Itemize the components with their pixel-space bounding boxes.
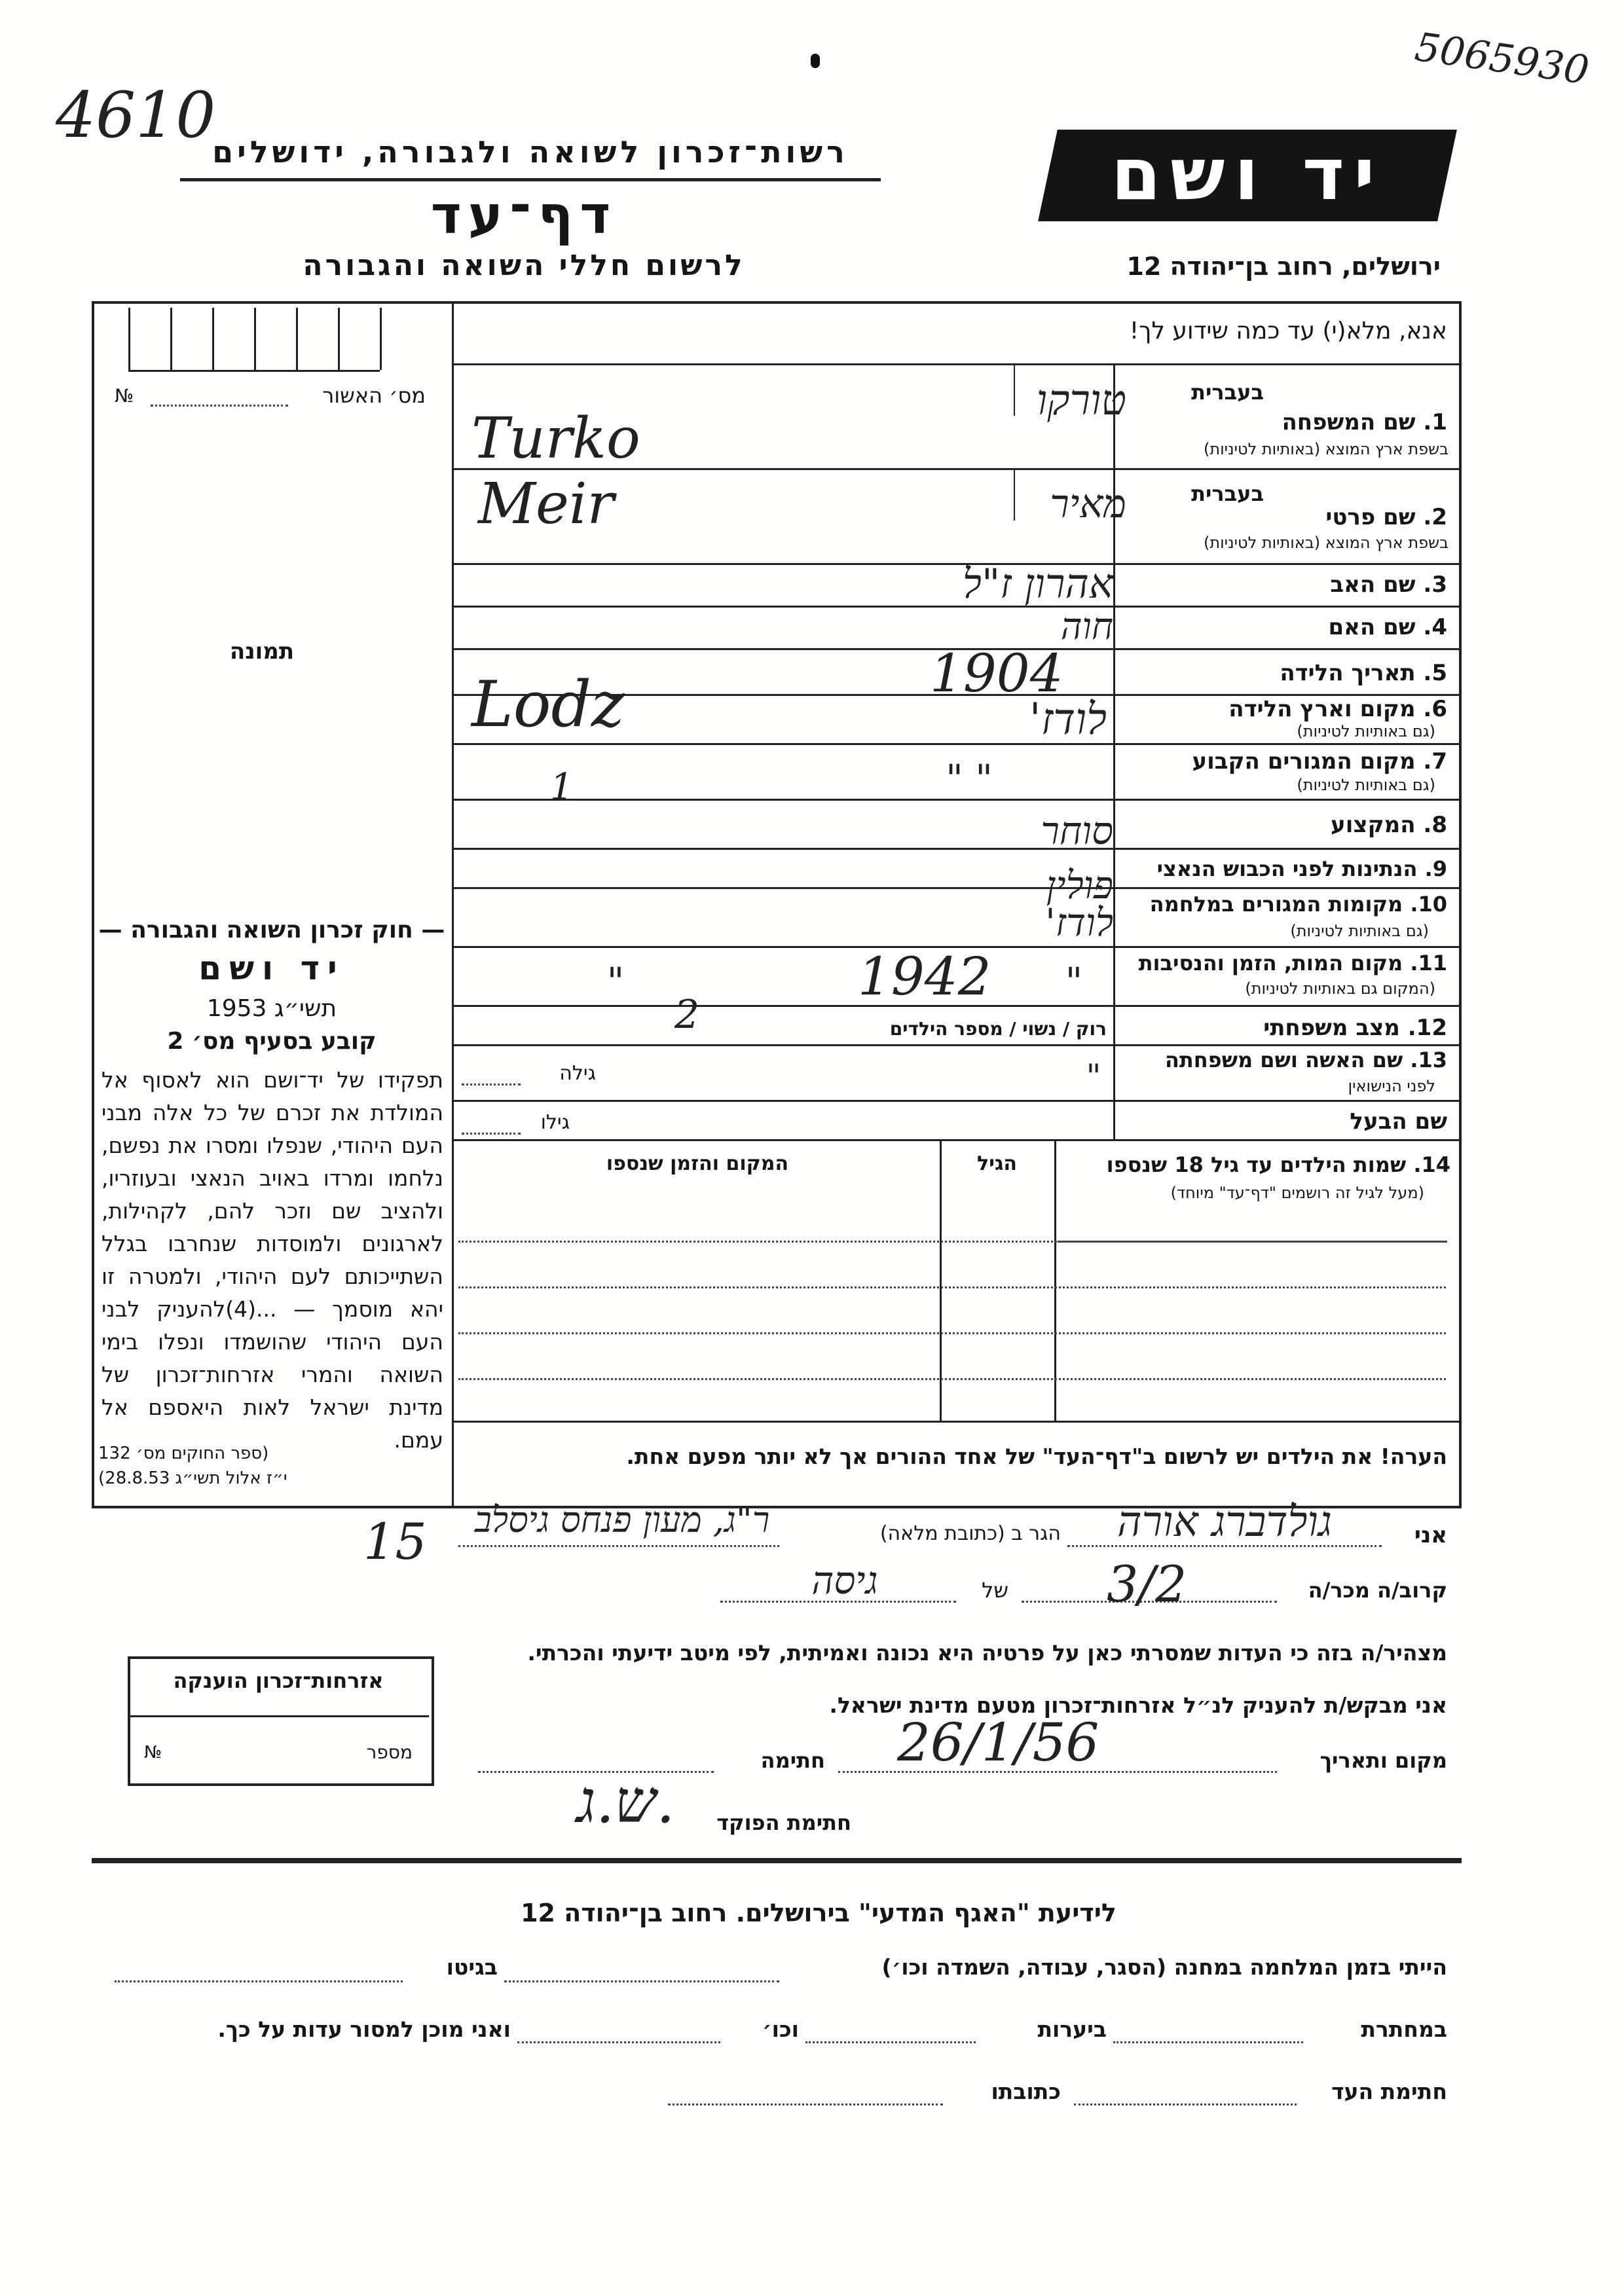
- wife-mark[interactable]: ": [1086, 1057, 1101, 1095]
- field-5-text: תאריך הלידה: [1280, 660, 1416, 686]
- underground-line[interactable]: [1113, 2041, 1303, 2043]
- residence-mark: 1: [550, 766, 574, 809]
- field-4-label: [1126, 614, 1447, 640]
- field-2-text: שם פרטי: [1325, 504, 1416, 530]
- field-12-label: [1126, 1015, 1447, 1041]
- field-8-num: 8.: [1423, 812, 1447, 838]
- left-panel-divider: [452, 301, 454, 1506]
- field-10-text: מקומות המגורים במלחמה: [1149, 892, 1403, 917]
- camp-line[interactable]: [504, 1980, 779, 1982]
- field-3-text: שם האב: [1330, 572, 1416, 598]
- approval-number-label: מס׳ האשור: [322, 383, 426, 408]
- footer-separator: [92, 1858, 1462, 1863]
- wife-age-line[interactable]: [462, 1084, 521, 1085]
- authority-underline: [180, 178, 881, 181]
- field-4-text: שם האם: [1328, 614, 1416, 640]
- marital-options: רוק / נשוי / מספר הילדים: [889, 1018, 1107, 1040]
- relation-number[interactable]: 3/2: [1107, 1555, 1187, 1613]
- law-body: תפקידו של יד־ושם הוא לאסוף אל המולדת את זכרם של כל אלה מבני העם היהודי, שנפלו ומסרו את נפשם, נלחמו ומרדו באויב הנאצי ובעוזריו, ולהציב שם וזכר להם, לקהילות, לארגונים ולמוסדות שנחרבו בגלל השתייכותם לעם היהודי, ולמטרה זו יהא מוסמך — ...(4)להעניק לבני העם היהודי שהושמדו ונפלו בימי השואה והמרי אזרחות־זכרון של מדינת ישראל לאות היאספם אל עמם.: [101, 1067, 443, 1453]
- children-age-col: הגיל: [977, 1152, 1017, 1175]
- children-title-text: שמות הילדים עד גיל 18 שנספו: [1106, 1152, 1407, 1177]
- field-2-label: [1126, 504, 1447, 530]
- first-name-latin[interactable]: Meir: [478, 471, 614, 537]
- relation[interactable]: גיסה: [811, 1558, 878, 1603]
- official-label: חתימת הפוקד: [716, 1810, 851, 1835]
- pre-war-circumstances[interactable]: פולין: [1046, 863, 1113, 907]
- husband-label: שם הבעל: [1350, 1108, 1447, 1135]
- field-13-label: [1116, 1048, 1447, 1072]
- field-3-num: 3.: [1423, 572, 1447, 598]
- field-7-num: 7.: [1423, 748, 1447, 774]
- declarant-address-number[interactable]: 15: [363, 1512, 427, 1571]
- field-7-sub: (גם באותיות לטיניות): [1297, 776, 1435, 794]
- field-9-text: הנתינות לפני הכבוש הנאצי: [1156, 856, 1418, 881]
- birth-year[interactable]: 1904: [930, 643, 1063, 704]
- outer-top-border: [92, 301, 1460, 304]
- declarant-address-line[interactable]: [458, 1545, 779, 1547]
- children-bottom: [452, 1421, 1459, 1423]
- hebrew-label-1: בעברית: [1191, 380, 1264, 405]
- field-13-sub: לפני הנישואין: [1348, 1077, 1435, 1095]
- field-2-sub: בשפת ארץ המוצא (באותיות לטיניות): [1204, 534, 1449, 552]
- field-6-sub: (גם באותיות לטיניות): [1297, 722, 1435, 740]
- field-10-label: [1116, 892, 1447, 917]
- field-11-label: [1116, 951, 1447, 975]
- citizenship-box-divider: [130, 1715, 429, 1717]
- field-6-num: 6.: [1423, 696, 1447, 722]
- logo-text: יד ושם: [1111, 132, 1384, 216]
- authority-line: רשות־זכרון לשואה ולגבורה, ידושלים: [212, 134, 849, 170]
- approval-number-line[interactable]: [151, 405, 288, 407]
- husband-age-label: גילו: [540, 1111, 570, 1134]
- law-title: — חוק זכרון השואה והגבורה —: [98, 917, 445, 943]
- children-num: 14.: [1413, 1152, 1450, 1177]
- field-13-num: 13.: [1410, 1048, 1447, 1072]
- field-8-label: [1126, 812, 1447, 838]
- declarant-address[interactable]: ר"ג, מעון פנחס גיסלב: [474, 1499, 770, 1540]
- field-2-num: 2.: [1423, 504, 1447, 530]
- field-9-num: 9.: [1424, 856, 1447, 881]
- field-6-text: מקום וארץ הלידה: [1228, 696, 1416, 722]
- photo-label: תמונה: [229, 638, 295, 665]
- field-11-sub: (המקום גם באותיות לטיניות): [1245, 979, 1435, 998]
- declaration-i: אני: [1414, 1522, 1447, 1548]
- request: אני מבקש/ת להעניק לנ״ל אזרחות־זכרון מטעם מדינת ישראל.: [829, 1692, 1447, 1718]
- witness-signature-line[interactable]: [1074, 2104, 1297, 2105]
- top-left-number: 4610: [56, 79, 216, 152]
- field-5-label: [1126, 660, 1447, 686]
- field-1-num: 1.: [1423, 409, 1447, 435]
- death-ditto-2[interactable]: ": [606, 959, 625, 1004]
- family-name-hebrew[interactable]: טורקו: [1036, 376, 1126, 425]
- outer-left-border: [92, 301, 94, 1506]
- law-logo: יד ושם: [198, 949, 345, 987]
- punch-mark: [811, 54, 820, 68]
- residing-label: הגר ב (כתובת מלאה): [879, 1522, 1061, 1545]
- death-ditto-1[interactable]: ": [1065, 959, 1083, 1004]
- footer-line1: הייתי בזמן המלחמה במחנה (הסגר, עבודה, השמדה וכו׳): [881, 1954, 1447, 1980]
- father-name[interactable]: אהרון ז"ל: [962, 560, 1113, 608]
- official-signature[interactable]: ש.ג.: [576, 1768, 675, 1836]
- children-count[interactable]: 2: [674, 992, 700, 1038]
- field-1-label: [1126, 409, 1447, 435]
- footer-ghetto: בגיטו: [446, 1954, 498, 1980]
- death-year[interactable]: 1942: [858, 946, 991, 1007]
- field-6-label: [1126, 696, 1447, 722]
- footer-title: לידיעת "האגף המדעי" בירושלים. רחוב בן־יהודה 12: [521, 1899, 1116, 1927]
- profession[interactable]: סוחר: [1041, 809, 1113, 853]
- form-subtitle: לרשום חללי השואה והגבורה: [303, 249, 745, 282]
- approval-number-suffix: №: [115, 385, 134, 407]
- law-section: קובע בסעיף מס׳ 2: [167, 1028, 377, 1055]
- hebrew-label-2: בעברית: [1191, 481, 1264, 506]
- law-citation-date: י״ז אלול תשי״ג 28.8.53): [98, 1468, 287, 1488]
- outer-right-border: [1459, 301, 1462, 1506]
- field-4-num: 4.: [1423, 614, 1447, 640]
- children-place-col: המקום והזמן שנספו: [606, 1152, 789, 1175]
- field-12-num: 12.: [1407, 1015, 1447, 1041]
- note: הערה! את הילדים יש לרשום ב"דף־העד" של אחד ההורים אך לא יותר מפעם אחת.: [626, 1444, 1447, 1469]
- birth-place-latin[interactable]: Lodz: [471, 668, 625, 741]
- family-name-latin[interactable]: Turko: [471, 406, 640, 471]
- field-7-label: [1126, 748, 1447, 774]
- field-12-text: מצב משפחתי: [1263, 1015, 1400, 1041]
- field-9-label: [1116, 856, 1447, 881]
- field-10-num: 10.: [1410, 892, 1447, 917]
- footer-underground: במחתרת: [1361, 2016, 1447, 2042]
- age-label: גילה: [559, 1062, 596, 1085]
- footer-etc: וכו׳: [762, 2016, 799, 2042]
- mother-name[interactable]: חוה: [1060, 606, 1113, 648]
- declarant-name[interactable]: גולדברג אורה: [1117, 1498, 1332, 1546]
- law-citation: (ספר החוקים מס׳ 132: [98, 1444, 269, 1463]
- field-3-label: [1126, 572, 1447, 598]
- place-date-label: מקום ותאריך: [1320, 1748, 1447, 1773]
- footer-address: כתובתו: [991, 2079, 1061, 2104]
- instruction-underline: [452, 363, 1459, 365]
- children-title: [1058, 1152, 1450, 1177]
- instruction: אנא, מלא(י) עד כמה שידוע לך!: [1129, 318, 1447, 344]
- etc-line[interactable]: [517, 2041, 720, 2043]
- field-8-text: המקצוע: [1331, 812, 1416, 838]
- hebrew-col-divider-2: [1014, 468, 1015, 520]
- ghetto-line[interactable]: [115, 1980, 403, 1982]
- children-sub: (מעל לגיל זה רושמים "דף־עד" מיוחד): [1170, 1184, 1424, 1202]
- residence-ditto[interactable]: " ": [946, 756, 993, 801]
- field-11-num: 11.: [1410, 951, 1447, 975]
- field-13-text: שם האשה ושם משפחתה: [1164, 1048, 1403, 1072]
- top-right-number: 5065930: [1412, 24, 1592, 94]
- law-years: תשי״ג 1953: [206, 995, 337, 1022]
- signature-label: חתימה: [760, 1748, 825, 1773]
- footer-forests: ביערות: [1037, 2016, 1107, 2042]
- statement: מצהיר/ה בזה כי העדות שמסרתי כאן על פרטיה היא נכונה ואמיתית, לפי מיטב ידיעתי והכרתי.: [527, 1640, 1447, 1666]
- first-name-hebrew[interactable]: מאיר: [1050, 481, 1126, 527]
- form-title: דף־עד: [430, 185, 618, 246]
- label-column-divider: [1113, 363, 1115, 1139]
- field-5-num: 5.: [1423, 660, 1447, 686]
- date[interactable]: 26/1/56: [897, 1712, 1099, 1773]
- birth-place-hebrew[interactable]: לודז': [1029, 694, 1107, 744]
- citizenship-box-title: אזרחות־זכרון הוענקה: [173, 1668, 384, 1693]
- header-address: ירושלים, רחוב בן־יהודה 12: [1126, 252, 1441, 281]
- field-1-text: שם המשפחה: [1282, 409, 1416, 435]
- witness-address-line[interactable]: [668, 2104, 943, 2105]
- field-1-sub: בשפת ארץ המוצא (באותיות לטיניות): [1204, 440, 1449, 458]
- field-11-text: מקום המות, הזמן והנסיבות: [1138, 951, 1403, 975]
- field-7-text: מקום המגורים הקבוע: [1192, 748, 1416, 774]
- husband-age-line[interactable]: [462, 1133, 521, 1135]
- footer-line2-end: ואני מוכן למסור עדות על כך.: [217, 2016, 511, 2042]
- of-label: של: [982, 1578, 1008, 1603]
- relative-label: קרוב/ה מכר/ה: [1308, 1578, 1447, 1603]
- wartime-places[interactable]: לודז': [1044, 900, 1113, 945]
- field-10-sub: (גם באותיות לטיניות): [1290, 922, 1429, 940]
- citizenship-number-label: מספר: [366, 1741, 413, 1763]
- citizenship-number-suffix: №: [144, 1743, 162, 1762]
- footer-witness-signature: חתימת העד: [1331, 2079, 1447, 2104]
- forests-line[interactable]: [805, 2041, 976, 2043]
